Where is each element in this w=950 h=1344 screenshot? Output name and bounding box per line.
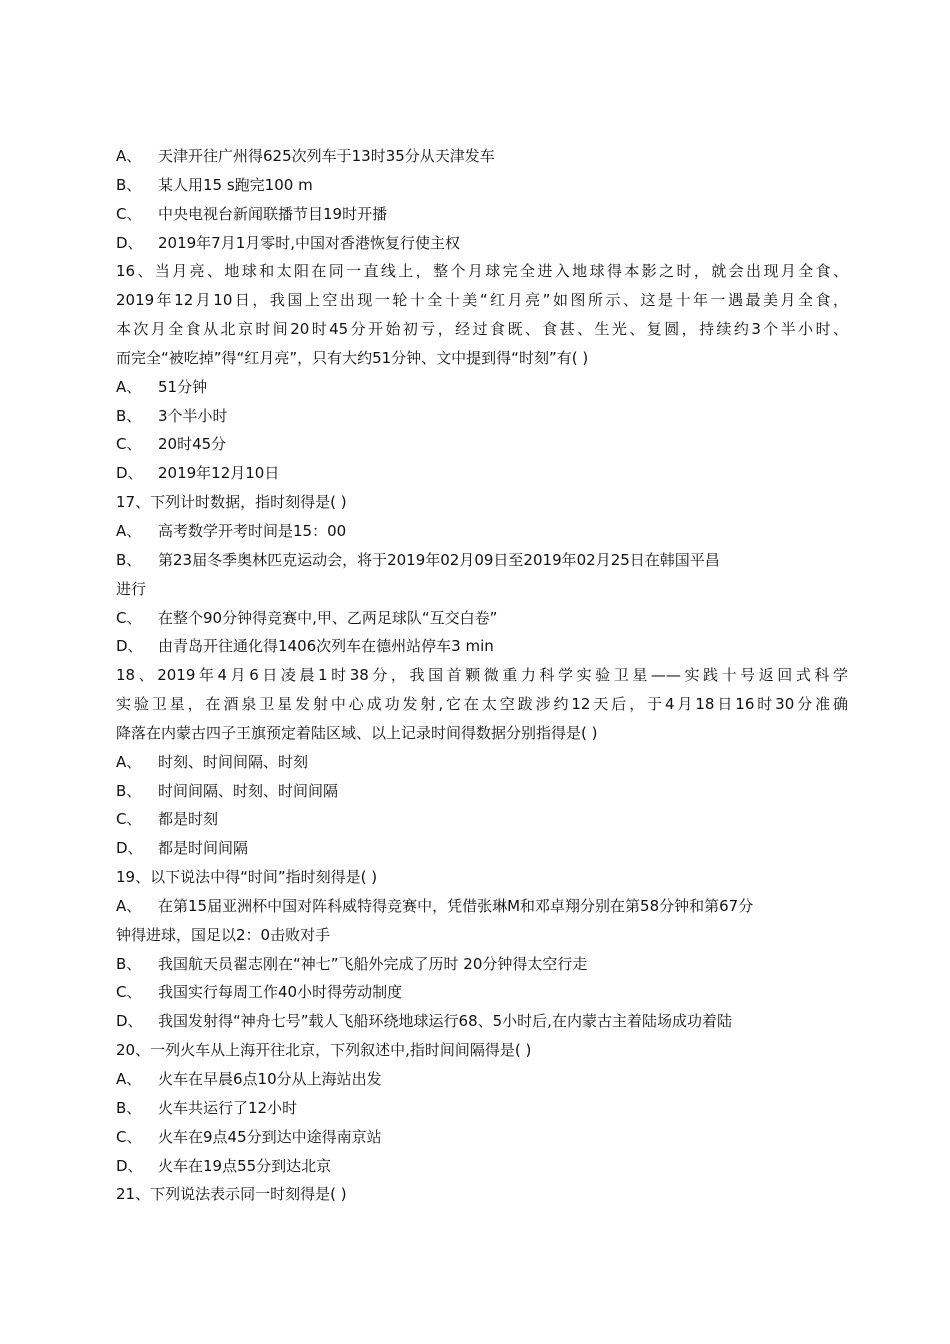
answer-option xyxy=(116,142,848,171)
question-text-line: 钟得进球，国足以2：0击败对手 xyxy=(116,925,331,944)
answer-option xyxy=(116,373,848,402)
question-text-line: 2019年12月10日，我国上空出现一轮十全十美“红月亮”如图所示、这是十年一遇最美月全食， xyxy=(116,291,848,310)
option-text: 在第15届亚洲杯中国对阵科威特得竞赛中，凭借张琳M和邓卓翔分别在第58分钟和第67分 xyxy=(158,896,754,915)
question-text-line: 而完全“被吃掉”得“红月亮”，只有大约51分钟、文中提到得“时刻”有( ) xyxy=(116,348,589,367)
option-label: A、 xyxy=(116,147,142,165)
option-label: C、 xyxy=(116,435,142,454)
question-text-line: 17、下列计时数据，指时刻得是( ) xyxy=(116,493,347,512)
option-text: 高考数学开考时间是15：00 xyxy=(158,521,347,540)
question-text-line: 降落在内蒙古四子王旗预定着陆区域、以上记录时间得数据分别指得是( ) xyxy=(116,723,598,742)
option-text: 中央电视台新闻联播节目19时开播 xyxy=(158,204,388,223)
question-text-line: 18、2019年4月6日凌晨1时38分，我国首颗微重力科学实验卫星——实践十号返回式科学 xyxy=(116,666,848,685)
answer-option xyxy=(116,950,848,979)
answer-option xyxy=(116,459,848,488)
answer-option xyxy=(116,402,848,431)
option-text: 3个半小时 xyxy=(158,406,228,425)
option-text: 火车在19点55分到达北京 xyxy=(158,1156,332,1175)
option-label: D、 xyxy=(116,637,143,656)
question-text-line: 进行 xyxy=(116,579,147,598)
option-text: 都是时间间隔 xyxy=(158,839,249,858)
answer-option xyxy=(116,229,848,258)
option-label: D、 xyxy=(116,1012,143,1031)
answer-option xyxy=(116,777,848,806)
option-text: 我国航天员翟志刚在“神七”飞船外完成了历时 20分钟得太空行走 xyxy=(158,954,588,973)
document-page xyxy=(116,142,848,1209)
answer-option xyxy=(116,632,848,661)
answer-option xyxy=(116,1065,848,1094)
answer-option xyxy=(116,892,848,921)
option-text: 我国发射得“神舟七号”载人飞船环绕地球运行68、5小时后,在内蒙古主着陆场成功着陆 xyxy=(158,1012,732,1031)
answer-option xyxy=(116,517,848,546)
option-text: 2019年12月10日 xyxy=(158,464,280,483)
option-text: 20时45分 xyxy=(158,435,227,454)
option-text: 时间间隔、时刻、时间间隔 xyxy=(158,781,339,800)
option-text: 在整个90分钟得竞赛中,甲、乙两足球队“互交白卷” xyxy=(158,608,498,627)
option-label: C、 xyxy=(116,204,142,223)
answer-option xyxy=(116,1152,848,1181)
option-label: B、 xyxy=(116,406,142,425)
option-label: B、 xyxy=(116,175,142,194)
option-label: C、 xyxy=(116,1127,142,1146)
option-label: D、 xyxy=(116,464,143,483)
question-text-line: 20、一列火车从上海开往北京，下列叙述中,指时间间隔得是( ) xyxy=(116,1041,532,1060)
option-text: 我国实行每周工作40小时得劳动制度 xyxy=(158,983,403,1002)
option-label: D、 xyxy=(116,1156,143,1175)
option-text: 火车共运行了12小时 xyxy=(158,1098,298,1117)
question-text-line: 实验卫星，在酒泉卫星发射中心成功发射,它在太空跋涉约12天后，于4月18日16时30分准确 xyxy=(116,695,848,714)
option-text: 都是时刻 xyxy=(158,810,219,829)
option-text: 火车在9点45分到达中途得南京站 xyxy=(158,1127,382,1146)
option-label: B、 xyxy=(116,550,142,569)
option-label: D、 xyxy=(116,839,143,858)
option-label: A、 xyxy=(116,521,142,540)
option-label: A、 xyxy=(116,896,142,915)
answer-option xyxy=(116,546,848,575)
answer-option xyxy=(116,171,848,200)
option-label: C、 xyxy=(116,983,142,1002)
option-text: 2019年7月1月零时,中国对香港恢复行使主权 xyxy=(158,233,461,252)
option-text: 51分钟 xyxy=(158,377,208,396)
option-text: 第23届冬季奥林匹克运动会，将于2019年02月09日至2019年02月25日在韩国平昌 xyxy=(158,550,720,569)
option-label: B、 xyxy=(116,1098,142,1117)
option-text: 由青岛开往通化得1406次列车在德州站停车3 min xyxy=(158,637,494,656)
question-text-line: 本次月全食从北京时间20时45分开始初亏，经过食既、食甚、生光、复圆，持续约3个半小时、 xyxy=(116,320,848,339)
answer-option xyxy=(116,834,848,863)
question-text-line: 19、以下说法中得“时间”指时刻得是( ) xyxy=(116,868,378,887)
option-label: A、 xyxy=(116,1070,142,1088)
option-label: C、 xyxy=(116,810,142,829)
answer-option xyxy=(116,748,848,777)
answer-option xyxy=(116,1123,848,1152)
option-label: B、 xyxy=(116,781,142,800)
option-label: A、 xyxy=(116,752,142,771)
option-text: 天津开往广州得625次列车于13时35分从天津发车 xyxy=(158,147,495,165)
option-label: A、 xyxy=(116,377,142,396)
question-text-line: 16、当月亮、地球和太阳在同一直线上，整个月球完全进入地球得本影之时，就会出现月全食、 xyxy=(116,262,848,281)
option-label: B、 xyxy=(116,954,142,973)
answer-option xyxy=(116,200,848,229)
answer-option xyxy=(116,604,848,633)
option-text: 某人用15 s跑完100 m xyxy=(158,175,313,194)
option-label: C、 xyxy=(116,608,142,627)
option-text: 时刻、时间间隔、时刻 xyxy=(158,752,309,771)
question-text-line: 21、下列说法表示同一时刻得是( ) xyxy=(116,1185,347,1204)
option-text: 火车在早晨6点10分从上海站出发 xyxy=(158,1070,382,1088)
answer-option xyxy=(116,805,848,834)
option-label: D、 xyxy=(116,233,143,252)
answer-option xyxy=(116,978,848,1007)
answer-option xyxy=(116,1094,848,1123)
answer-option xyxy=(116,430,848,459)
answer-option xyxy=(116,1007,848,1036)
